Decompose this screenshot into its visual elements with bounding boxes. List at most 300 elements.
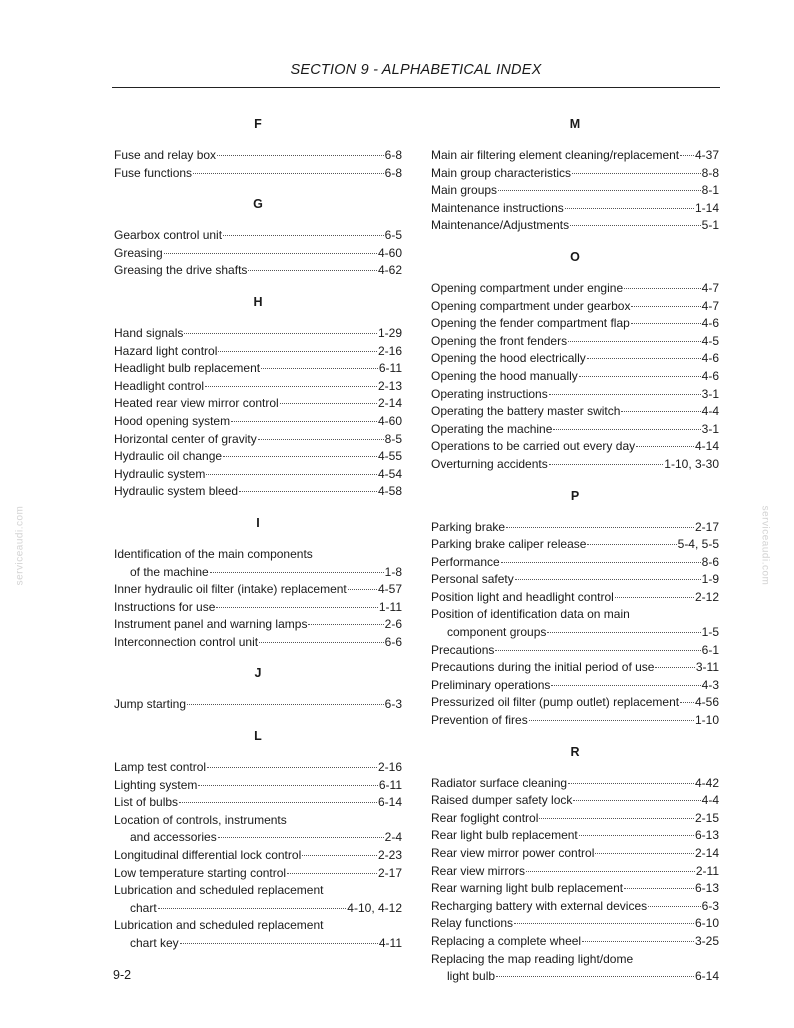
index-entry	[114, 882, 402, 917]
index-entry	[431, 845, 719, 863]
index-entry	[431, 951, 719, 986]
entry-page-ref: 4-56	[694, 695, 719, 710]
entry-title: Hydraulic oil change	[114, 449, 223, 464]
index-entry	[431, 456, 719, 474]
entry-title-continuation: chart key	[130, 936, 179, 950]
entry-title: Opening the fender compartment flap	[431, 316, 630, 331]
entry-page-ref: 1-14	[694, 200, 719, 215]
entry-title: Parking brake	[431, 519, 506, 534]
index-entry	[431, 182, 719, 200]
entry-page-ref: 4-7	[701, 280, 719, 295]
index-entry	[431, 810, 719, 828]
watermark-left: serviceaudi.com	[14, 505, 26, 586]
entry-title: Relay functions	[431, 916, 514, 931]
dot-leader	[549, 393, 701, 395]
entry-title: Replacing the map reading light/dome	[431, 951, 634, 966]
entry-page-ref: 6-5	[384, 228, 402, 243]
entry-page-ref: 4-42	[694, 775, 719, 790]
entry-page-ref: 2-17	[377, 865, 402, 880]
entry-page-ref: 2-17	[694, 519, 719, 534]
entry-title: Identification of the main components	[114, 546, 313, 561]
entry-page-ref: 4-58	[377, 484, 402, 499]
entry-title: Operating the battery master switch	[431, 404, 621, 419]
dot-leader	[547, 631, 700, 633]
entry-title: Fuse and relay box	[114, 148, 217, 162]
index-entry	[431, 200, 719, 218]
dot-leader	[655, 666, 694, 668]
index-entry	[431, 712, 719, 730]
entry-page-ref: 4-54	[377, 466, 402, 481]
index-entry	[114, 599, 402, 617]
index-entry	[431, 280, 719, 298]
entry-title: Main group characteristics	[431, 165, 572, 180]
entry-title: Opening compartment under engine	[431, 280, 624, 295]
index-entry	[431, 915, 719, 933]
index-entry	[114, 917, 402, 952]
entry-page-ref: 4-62	[377, 263, 402, 278]
entry-title: Operating the machine	[431, 421, 553, 436]
entry-title: Personal safety	[431, 572, 514, 587]
entry-title: Replacing a complete wheel	[431, 933, 582, 948]
entry-page-ref: 4-14	[694, 439, 719, 454]
dot-leader	[624, 887, 694, 889]
dot-leader	[179, 801, 377, 803]
entry-title: Performance	[431, 554, 500, 569]
index-section-o	[431, 248, 719, 484]
entry-title: Longitudinal differential lock control	[114, 848, 302, 863]
entry-page-ref: 4-55	[377, 449, 402, 464]
entry-title: Hand signals	[114, 325, 184, 340]
index-entry	[114, 343, 402, 361]
entry-page-ref: 4-4	[701, 793, 719, 808]
index-entry	[431, 519, 719, 537]
dot-leader	[308, 623, 383, 625]
entry-title: Jump starting	[114, 697, 187, 712]
entry-page-ref: 1-10	[694, 713, 719, 728]
entry-page-ref: 6-11	[378, 361, 402, 376]
entry-title: Main air filtering element cleaning/replacement	[431, 148, 680, 162]
index-entry	[114, 325, 402, 343]
entry-page-ref: 5-1	[701, 218, 719, 233]
dot-leader	[565, 207, 694, 209]
dot-leader	[549, 463, 664, 465]
entry-page-ref: 4-3	[701, 677, 719, 692]
entry-title-continuation: light bulb	[447, 969, 496, 984]
index-entry	[114, 546, 402, 581]
index-entry	[114, 378, 402, 396]
entry-title: Instrument panel and warning lamps	[114, 617, 308, 632]
entry-page-ref: 6-11	[378, 777, 402, 792]
entry-page-ref: 1-8	[384, 564, 402, 579]
index-entry	[431, 880, 719, 898]
section-letter: I	[256, 515, 260, 530]
entry-page-ref: 6-8	[384, 148, 402, 162]
section-letter: P	[570, 488, 580, 503]
dot-leader	[258, 438, 384, 440]
dot-leader	[187, 703, 384, 705]
entry-page-ref: 4-37	[694, 148, 719, 162]
index-entry	[114, 466, 402, 484]
dot-leader	[261, 367, 378, 369]
dot-leader	[595, 852, 694, 854]
dot-leader	[158, 907, 347, 909]
index-entry	[431, 659, 719, 677]
entry-page-ref: 1-11	[378, 599, 402, 614]
dot-leader	[218, 350, 377, 352]
index-entry	[114, 777, 402, 795]
index-entry	[431, 933, 719, 951]
index-entry	[431, 775, 719, 793]
entry-title: Headlight bulb replacement	[114, 361, 261, 376]
index-entry	[431, 792, 719, 810]
entry-title: Opening the hood manually	[431, 368, 578, 383]
entry-title: Pressurized oil filter (pump outlet) replacement	[431, 695, 680, 710]
index-entry	[114, 865, 402, 883]
entry-title: Rear warning light bulb replacement	[431, 881, 624, 896]
entry-title-continuation: component groups	[447, 625, 547, 640]
entry-title: Precautions during the initial period of use	[431, 660, 655, 675]
entry-page-ref: 2-16	[377, 760, 402, 775]
index-entry	[114, 616, 402, 634]
entry-title: Operating instructions	[431, 386, 548, 401]
index-entry	[431, 554, 719, 572]
dot-leader	[248, 269, 377, 271]
entry-title: Preliminary operations	[431, 677, 551, 692]
index-entry	[114, 413, 402, 431]
index-entry	[114, 360, 402, 378]
index-entry	[114, 634, 402, 652]
entry-page-ref: 4-4	[701, 404, 719, 419]
index-section-j	[114, 664, 402, 724]
entry-title: Hood opening system	[114, 413, 231, 428]
entry-title: Opening the hood electrically	[431, 351, 586, 366]
entry-title: Rear light bulb replacement	[431, 828, 578, 843]
dot-leader	[223, 234, 384, 236]
dot-leader	[206, 473, 377, 475]
entry-title: Position light and headlight control	[431, 589, 614, 604]
entry-page-ref: 8-5	[384, 431, 402, 446]
dot-leader	[348, 588, 377, 590]
entry-title: Maintenance instructions	[431, 200, 564, 215]
dot-leader	[239, 490, 377, 492]
entry-page-ref: 4-11	[378, 936, 402, 950]
entry-page-ref: 8-1	[701, 183, 719, 198]
entry-page-ref: 4-5	[701, 333, 719, 348]
dot-leader	[587, 357, 701, 359]
entry-title-continuation: chart	[130, 900, 157, 915]
entry-page-ref: 2-11	[695, 863, 719, 878]
index-entry	[114, 262, 402, 280]
index-entry	[114, 245, 402, 263]
header-rule	[112, 87, 720, 88]
dot-leader	[582, 940, 694, 942]
entry-page-ref: 6-3	[384, 697, 402, 712]
entry-title: Lamp test control	[114, 760, 207, 775]
index-section-p	[431, 487, 719, 740]
index-entry	[431, 589, 719, 607]
entry-page-ref: 2-12	[694, 589, 719, 604]
index-section-l	[114, 727, 402, 963]
dot-leader	[529, 719, 694, 721]
dot-leader	[631, 322, 701, 324]
dot-leader	[514, 922, 694, 924]
entry-page-ref: 2-13	[377, 378, 402, 393]
index-entry	[431, 536, 719, 554]
entry-page-ref: 2-14	[377, 396, 402, 411]
dot-leader	[501, 561, 701, 563]
entry-title: Location of controls, instruments	[114, 812, 287, 827]
entry-title: Low temperature starting control	[114, 865, 287, 880]
entry-page-ref: 4-6	[701, 351, 719, 366]
entry-page-ref: 2-23	[377, 848, 402, 863]
index-entry	[114, 431, 402, 449]
entry-title: Greasing	[114, 245, 163, 260]
index-column-left	[114, 112, 402, 963]
index-entry	[114, 812, 402, 847]
dot-leader	[572, 172, 701, 174]
entry-page-ref: 3-11	[695, 660, 719, 675]
entry-page-ref: 1-29	[377, 325, 402, 340]
dot-leader	[495, 649, 700, 651]
index-section-f	[114, 115, 402, 192]
index-entry	[114, 227, 402, 245]
index-entry	[431, 165, 719, 183]
section-letter: F	[254, 117, 262, 131]
entry-title: Radiator surface cleaning	[431, 775, 568, 790]
entry-page-ref: 5-4, 5-5	[677, 537, 719, 552]
entry-page-ref: 3-1	[701, 386, 719, 401]
dot-leader	[587, 543, 676, 545]
index-entry	[431, 421, 719, 439]
entry-page-ref: 4-10, 4-12	[347, 900, 402, 915]
entry-title: Main groups	[431, 183, 498, 198]
dot-leader	[570, 224, 701, 226]
dot-leader	[568, 340, 701, 342]
entry-title: Rear foglight control	[431, 810, 539, 825]
index-column-right	[431, 112, 719, 996]
entry-page-ref: 6-8	[384, 165, 402, 180]
dot-leader	[636, 445, 694, 447]
index-entry	[431, 333, 719, 351]
index-entry	[114, 759, 402, 777]
entry-title: Instructions for use	[114, 599, 216, 614]
entry-title: Fuse functions	[114, 165, 193, 180]
index-entry	[114, 395, 402, 413]
dot-leader	[579, 834, 694, 836]
dot-leader	[515, 578, 701, 580]
index-section-i	[114, 514, 402, 662]
entry-page-ref: 6-1	[701, 642, 719, 657]
dot-leader	[496, 975, 694, 977]
entry-title: Raised dumper safety lock	[431, 793, 573, 808]
entry-page-ref: 6-14	[377, 795, 402, 810]
index-entry	[431, 863, 719, 881]
entry-page-ref: 4-60	[377, 245, 402, 260]
entry-page-ref: 2-6	[384, 617, 402, 632]
index-entry	[114, 448, 402, 466]
entry-page-ref: 2-16	[377, 343, 402, 358]
dot-leader	[217, 154, 384, 156]
entry-title: Prevention of fires	[431, 713, 528, 728]
dot-leader	[621, 410, 700, 412]
entry-page-ref: 4-7	[701, 298, 719, 313]
entry-title: Greasing the drive shafts	[114, 263, 248, 278]
index-entry	[114, 794, 402, 812]
entry-title: Lighting system	[114, 777, 198, 792]
entry-page-ref: 2-15	[694, 810, 719, 825]
page-number: 9-2	[113, 968, 132, 982]
index-entry	[114, 581, 402, 599]
entry-title: Recharging battery with external devices	[431, 898, 648, 913]
entry-title: Opening the front fenders	[431, 333, 568, 348]
entry-page-ref: 1-10, 3-30	[664, 456, 719, 471]
dot-leader	[287, 872, 377, 874]
index-entry	[431, 350, 719, 368]
dot-leader	[648, 905, 701, 907]
dot-leader	[568, 782, 694, 784]
dot-leader	[280, 402, 377, 404]
dot-leader	[539, 817, 694, 819]
entry-page-ref: 2-4	[384, 830, 402, 845]
entry-title: Overturning accidents	[431, 456, 548, 471]
section-letter: M	[569, 117, 581, 131]
entry-title: Headlight control	[114, 378, 205, 393]
dot-leader	[579, 375, 701, 377]
entry-page-ref: 4-6	[701, 316, 719, 331]
index-entry	[431, 571, 719, 589]
entry-page-ref: 3-25	[694, 933, 719, 948]
entry-title: Opening compartment under gearbox	[431, 298, 631, 313]
index-section-g	[114, 195, 402, 290]
entry-title: Maintenance/Adjustments	[431, 218, 570, 233]
entry-page-ref: 8-6	[701, 554, 719, 569]
dot-leader	[680, 701, 694, 703]
index-entry	[114, 147, 402, 165]
entry-title: Hazard light control	[114, 343, 218, 358]
entry-title: Lubrication and scheduled replacement	[114, 918, 324, 933]
section-letter: H	[253, 294, 263, 309]
entry-title: List of bulbs	[114, 795, 179, 810]
index-entry	[431, 642, 719, 660]
dot-leader	[680, 154, 694, 156]
entry-title: Rear view mirror power control	[431, 846, 595, 860]
dot-leader	[205, 385, 377, 387]
page-header-title: SECTION 9 - ALPHABETICAL INDEX	[290, 62, 542, 78]
dot-leader	[498, 189, 701, 191]
section-letter: O	[570, 249, 580, 264]
index-entry	[431, 368, 719, 386]
index-entry	[431, 606, 719, 641]
dot-leader	[615, 596, 694, 598]
entry-page-ref: 8-8	[701, 165, 719, 180]
index-entry	[114, 483, 402, 501]
index-entry	[114, 165, 402, 183]
entry-title: Heated rear view mirror control	[114, 396, 279, 411]
index-entry	[431, 694, 719, 712]
dot-leader	[573, 799, 700, 801]
dot-leader	[526, 870, 695, 872]
index-entry	[431, 147, 719, 165]
section-letter: L	[254, 729, 262, 744]
entry-page-ref: 4-60	[377, 413, 402, 428]
entry-title: Lubrication and scheduled replacement	[114, 883, 324, 898]
dot-leader	[198, 784, 377, 786]
entry-title: Interconnection control unit	[114, 634, 259, 649]
index-entry	[431, 298, 719, 316]
dot-leader	[553, 428, 700, 430]
index-entry	[114, 696, 402, 714]
entry-title: Hydraulic system bleed	[114, 484, 239, 499]
dot-leader	[207, 766, 377, 768]
dot-leader	[231, 420, 377, 422]
index-entry	[431, 827, 719, 845]
index-entry	[431, 898, 719, 916]
entry-page-ref: 6-13	[694, 828, 719, 843]
entry-page-ref: 4-6	[701, 368, 719, 383]
index-entry	[431, 403, 719, 421]
entry-page-ref: 2-14	[694, 846, 719, 860]
index-entry	[431, 677, 719, 695]
index-section-h	[114, 293, 402, 511]
entry-page-ref: 6-10	[694, 916, 719, 931]
index-section-m	[431, 115, 719, 245]
entry-title: Parking brake caliper release	[431, 537, 587, 552]
section-letter: R	[570, 744, 580, 759]
entry-title: Position of identification data on main	[431, 607, 630, 622]
dot-leader	[506, 526, 694, 528]
dot-leader	[223, 455, 377, 457]
watermark-right: serviceaudi.com	[759, 505, 771, 586]
index-section-r	[431, 743, 719, 996]
section-letter: J	[254, 666, 262, 681]
dot-leader	[624, 287, 701, 289]
dot-leader	[184, 332, 377, 334]
entry-page-ref: 6-6	[384, 634, 402, 649]
dot-leader	[218, 836, 384, 838]
dot-leader	[180, 942, 378, 944]
dot-leader	[164, 252, 377, 254]
dot-leader	[210, 571, 384, 573]
entry-page-ref: 6-3	[701, 898, 719, 913]
entry-page-ref: 1-9	[701, 572, 719, 587]
index-entry	[431, 386, 719, 404]
index-entry	[114, 847, 402, 865]
entry-title: Horizontal center of gravity	[114, 431, 257, 446]
entry-title: Hydraulic system	[114, 466, 206, 481]
entry-page-ref: 6-14	[694, 969, 719, 984]
dot-leader	[193, 172, 384, 174]
dot-leader	[259, 641, 384, 643]
dot-leader	[302, 854, 377, 856]
entry-page-ref: 1-5	[701, 625, 719, 640]
index-entry	[431, 438, 719, 456]
entry-page-ref: 3-1	[701, 421, 719, 436]
entry-title: Inner hydraulic oil filter (intake) replacement	[114, 582, 347, 597]
dot-leader	[631, 305, 700, 307]
entry-title: Rear view mirrors	[431, 863, 526, 878]
entry-page-ref: 4-57	[377, 582, 402, 597]
entry-title: Operations to be carried out every day	[431, 439, 636, 454]
dot-leader	[216, 606, 377, 608]
entry-page-ref: 6-13	[694, 881, 719, 896]
entry-title: Gearbox control unit	[114, 228, 223, 243]
section-letter: G	[253, 197, 263, 212]
dot-leader	[551, 684, 700, 686]
index-entry	[431, 217, 719, 235]
index-entry	[431, 315, 719, 333]
entry-title-continuation: of the machine	[130, 564, 209, 579]
entry-title-continuation: and accessories	[130, 830, 217, 845]
